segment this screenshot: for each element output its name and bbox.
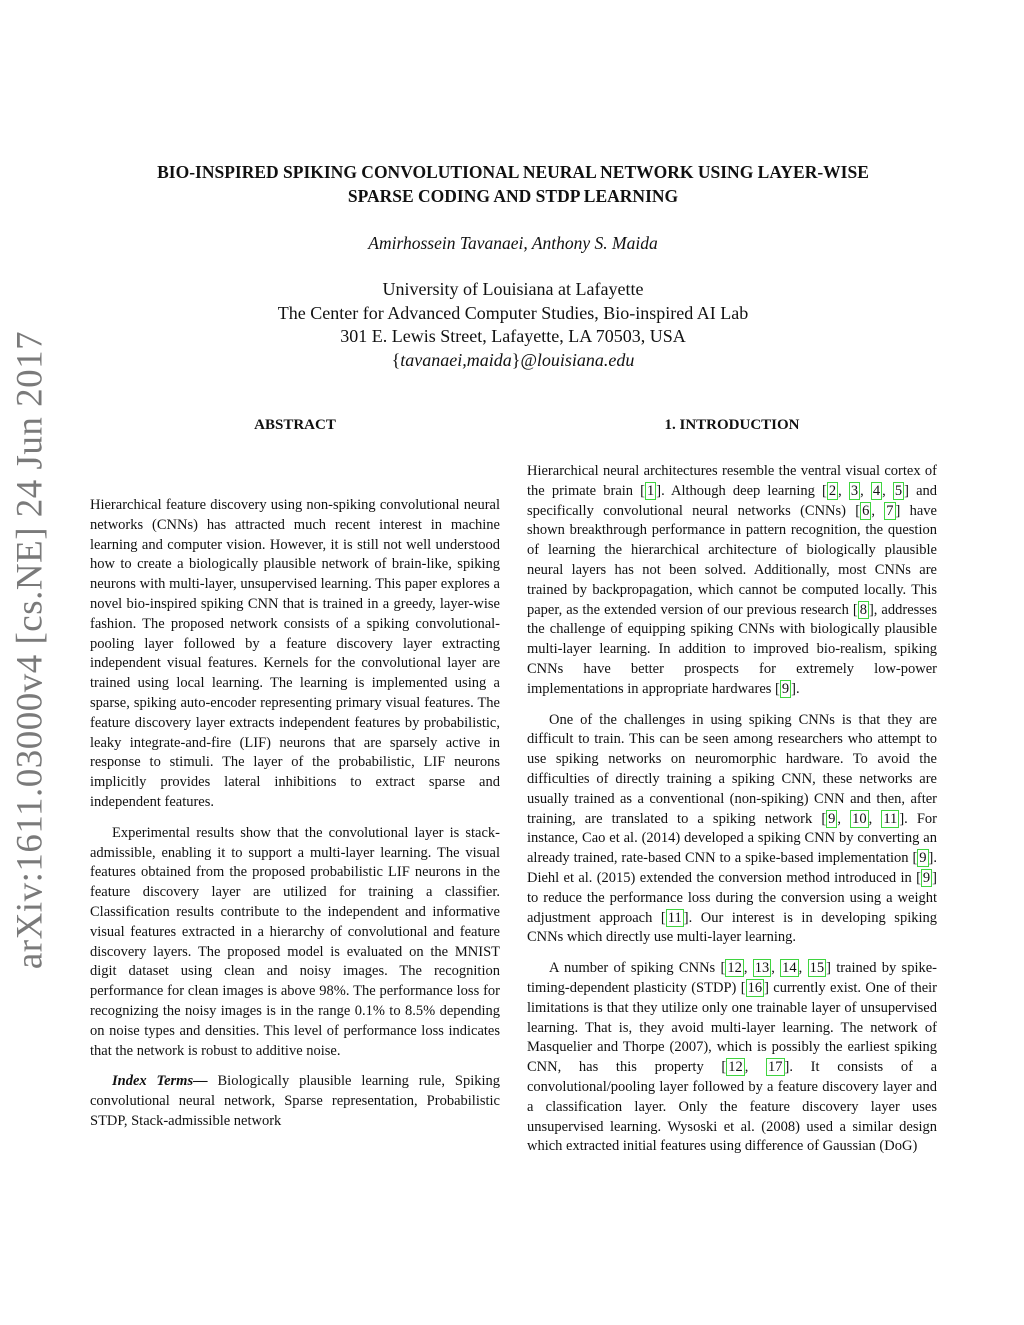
email-domain: @louisiana.edu (520, 349, 635, 370)
intro-paragraph-1 (527, 462, 937, 700)
author-list: Amirhossein Tavanaei, Anthony S. Maida (368, 233, 658, 253)
abstract-heading: ABSTRACT (254, 417, 336, 433)
text-run: Hierarchical neural architectures resemble the ventral visual cortex of the primate brain [ (527, 463, 937, 499)
citation-link[interactable]: 11 (883, 810, 898, 827)
affiliation-university: University of Louisiana at Lafayette (382, 279, 644, 299)
citation-link[interactable]: 11 (667, 909, 682, 926)
citation-link[interactable]: 9 (828, 810, 836, 827)
citation-link[interactable]: 3 (850, 482, 859, 499)
abstract-paragraph-2: Experimental results show that the convolutional layer is stack-admissible, enabling it to support a multi-layer learning. The visual features obtained from the proposed probabilistic LIF neurons in the feature discovery layer are utilized for training a classifier. Classification results contribute to the independent and informative visual features extracted in a hierarchy of convolutional and feature discovery layers. The proposed model is evaluated on the MNIST digit dataset using clean and noisy images. The recognition performance for clean images is above 98%. The performance loss for recognizing the noisy images is in the range 0.1% to 8.5% depending on noise types and densities. This level of performance loss indicates that the network is robust to additive noise. (90, 824, 500, 1059)
text-run: , (744, 1059, 767, 1076)
abstract-column (90, 496, 500, 1143)
text-run: , (837, 810, 851, 827)
email-brace-open: { (391, 349, 401, 370)
introduction-heading: 1. INTRODUCTION (664, 417, 800, 433)
intro-paragraph-3 (527, 959, 937, 1157)
citation-link[interactable]: 7 (886, 502, 894, 519)
citation-link[interactable]: 1 (647, 482, 655, 499)
citation-link[interactable]: 16 (747, 979, 763, 996)
citation-link[interactable]: 9 (781, 680, 790, 697)
text-run: ]. For instance, Cao et al. (2014) developed a spiking CNN by converting an already trained, rate-based CNN to a spike-based implementation [ (527, 810, 937, 867)
text-run: ] to reduce the performance loss during the conversion using a weight adjustment approach [ (527, 869, 937, 926)
text-run: ] currently exist. One of their limitations is that they utilize only one trainable layer of unsupervised learning. That is, they avoid multi-layer learning. The network of Masquelier and Thorpe (2007), which is possibly the earliest spiking CNN, has this property [ (527, 979, 937, 1076)
affiliation-address: 301 E. Lewis Street, Lafayette, LA 70503, USA (340, 326, 686, 346)
citation-link[interactable]: 15 (809, 960, 825, 977)
text-run: A number of spiking CNNs [ (549, 960, 726, 977)
citation-link[interactable]: 14 (782, 960, 797, 977)
affiliation-email (90, 349, 936, 373)
text-run: , (868, 810, 882, 827)
text-run: ] and specifically convolutional neural networks (CNNs) [ (527, 482, 938, 519)
text-run: , (838, 482, 849, 499)
introduction-column (527, 462, 937, 1168)
citation-link[interactable]: 10 (852, 810, 867, 827)
citation-link[interactable]: 12 (728, 1059, 743, 1076)
citation-link[interactable]: 9 (922, 869, 931, 886)
text-run: ]. Our interest is in developing spiking CNNs which directly use multi-layer learning. (527, 909, 937, 946)
affiliation-block (90, 278, 936, 372)
citation-link[interactable]: 17 (768, 1059, 783, 1076)
citation-link[interactable]: 8 (859, 601, 867, 618)
index-terms-label: Index Terms— (112, 1073, 208, 1090)
text-run: ] trained by spike-timing-dependent plasticity (STDP) [ (527, 960, 937, 996)
text-run: ], addresses the challenge of equipping spiking CNNs with biologically plausible multi-layer learning. In addition to improved bio-realism, spiking CNNs have better prospects for extremely low-power implementations in appropriate hardwares [ (527, 601, 937, 697)
arxiv-identifier-stamp: arXiv:1611.03000v4 [cs.NE] 24 Jun 2017 (9, 330, 51, 970)
text-run: , (798, 960, 808, 977)
citation-link[interactable]: 12 (727, 960, 742, 977)
text-run: ] have shown breakthrough performance in pattern recognition, the question of learning the hierarchical architecture of biologically plausible neural layers has not been solved. Additionally, most CNNs are trained by backpropagation, which cannot be computed locally. This paper, as the extended version of our previous research [ (527, 502, 937, 618)
email-names: tavanaei,maida (400, 349, 512, 370)
citation-link[interactable]: 5 (894, 482, 903, 499)
text-run: ]. Although deep learning [ (656, 482, 827, 499)
index-terms-text: Biologically plausible learning rule, Spiking convolutional neural network, Sparse representation, Probabilistic STDP, Stack-admissible network (90, 1073, 500, 1129)
text-run: , (871, 502, 885, 519)
citation-link[interactable]: 13 (754, 960, 770, 977)
index-terms (90, 1072, 500, 1131)
text-run: ]. (791, 680, 800, 697)
intro-paragraph-2 (527, 711, 937, 949)
text-run: ]. Diehl et al. (2015) extended the conversion method introduced in [ (527, 850, 937, 886)
title-line-2: SPARSE CODING AND STDP LEARNING (347, 186, 679, 206)
citation-link[interactable]: 6 (862, 502, 870, 519)
title-line-1: BIO-INSPIRED SPIKING CONVOLUTIONAL NEURAL NETWORK USING LAYER-WISE (157, 162, 869, 182)
text-run: , (882, 482, 893, 499)
text-run: , (743, 960, 753, 977)
email-brace-close: } (511, 349, 521, 370)
abstract-paragraph-1: Hierarchical feature discovery using non-spiking convolutional neural networks (CNNs) has attracted much recent interest in machine learning and computer vision. However, it is still not well understood how to create a biologically plausible network of brain-like, spiking neurons with multi-layer, unsupervised learning. This paper explores a novel bio-inspired spiking CNN that is trained in a greedy, layer-wise fashion. The proposed network consists of a spiking convolutional-pooling layer followed by a feature discovery layer extracting independent visual features. Kernels for the convolutional layer are trained using local learning. The learning is implemented using a sparse, spiking auto-encoder representing primary visual features. The feature discovery layer extracts independent features by probabilistic, leaky integrate-and-fire (LIF) neurons that are sparsely active in response to stimuli. The layer of the probabilistic, LIF neurons implicitly provides lateral inhibitions to extract sparse and independent features. (90, 497, 500, 810)
text-run: One of the challenges in using spiking CNNs is that they are difficult to train. This can be seen among researchers who attempt to use spiking networks on neuromorphic hardware. To avoid the difficulties of directly training a spiking CNN, these networks are usually trained as a conventional (non-spiking) CNN and then, after training, are translated to a spiking network [ (527, 711, 937, 827)
text-run: ]. It consists of a convolutional/pooling layer followed by a feature discovery layer and a classification layer. Only the feature discovery layer uses unsupervised learning. Wysoski et al. (2008) used a similar design which extracted initial features using difference of Gaussian (DoG) (527, 1059, 938, 1155)
paper-title (90, 160, 936, 208)
citation-link[interactable]: 2 (828, 482, 837, 499)
citation-link[interactable]: 9 (919, 850, 927, 867)
text-run: , (860, 482, 871, 499)
text-run: , (771, 960, 781, 977)
citation-link[interactable]: 4 (872, 482, 881, 499)
affiliation-lab: The Center for Advanced Computer Studies, Bio-inspired AI Lab (277, 302, 749, 323)
